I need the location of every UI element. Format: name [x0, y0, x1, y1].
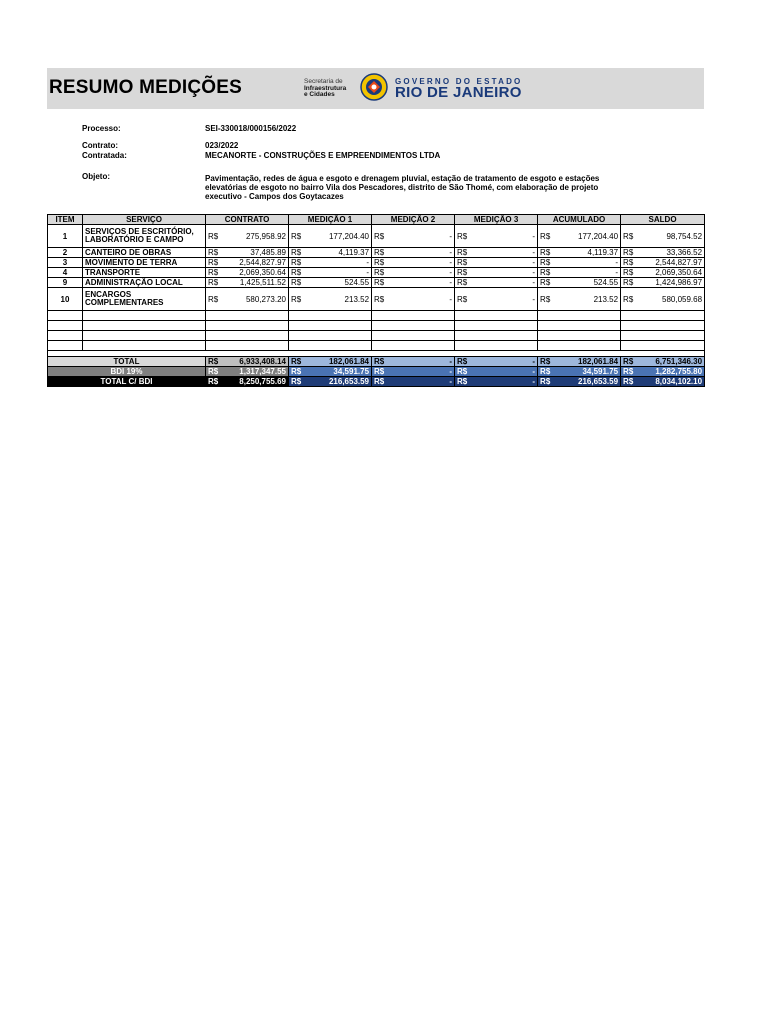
empty-cell [621, 341, 705, 351]
currency-cell: R$ [455, 278, 469, 288]
servico-cell: MOVIMENTO DE TERRA [83, 258, 206, 268]
total-med3-cell: - [469, 357, 538, 367]
empty-row [48, 311, 705, 321]
currency-cell: R$ [455, 248, 469, 258]
empty-cell [48, 331, 83, 341]
contratada-value: MECANORTE - CONSTRUÇÕES E EMPREENDIMENTOS LTDA [205, 151, 441, 160]
empty-cell [83, 321, 206, 331]
currency-cell: R$ [206, 278, 220, 288]
contrato-cell: 2,069,350.64 [220, 268, 289, 278]
empty-cell [48, 321, 83, 331]
header-medicao-1: MEDIÇÃO 1 [289, 215, 372, 225]
bdi-label: BDI 19% [48, 367, 206, 377]
empty-cell [538, 311, 621, 321]
acumulado-cell: - [552, 268, 621, 278]
currency-cell: R$ [621, 288, 635, 311]
currency-cell: R$ [621, 377, 635, 387]
med1-cell: - [303, 258, 372, 268]
med1-cell: 524.55 [303, 278, 372, 288]
contrato-value: 023/2022 [205, 141, 239, 150]
med3-cell: - [469, 268, 538, 278]
item-cell: 10 [48, 288, 83, 311]
currency-cell: R$ [289, 357, 303, 367]
currency-cell: R$ [372, 278, 386, 288]
header-medicao-3: MEDIÇÃO 3 [455, 215, 538, 225]
med1-cell: 4,119.37 [303, 248, 372, 258]
logo-rio-de-janeiro-text: RIO DE JANEIRO [395, 84, 522, 101]
servico-cell: CANTEIRO DE OBRAS [83, 248, 206, 258]
header-acumulado: ACUMULADO [538, 215, 621, 225]
empty-cell [372, 331, 455, 341]
med3-cell: - [469, 248, 538, 258]
currency-cell: R$ [372, 377, 386, 387]
table-row [48, 278, 705, 288]
currency-cell: R$ [455, 357, 469, 367]
empty-cell [206, 311, 289, 321]
header-medicao-2: MEDIÇÃO 2 [372, 215, 455, 225]
currency-cell: R$ [621, 225, 635, 248]
contratada-label: Contratada: [82, 151, 127, 160]
currency-cell: R$ [538, 278, 552, 288]
currency-cell: R$ [206, 258, 220, 268]
item-cell: 4 [48, 268, 83, 278]
currency-cell: R$ [538, 258, 552, 268]
acumulado-cell: 524.55 [552, 278, 621, 288]
currency-cell: R$ [455, 367, 469, 377]
currency-cell: R$ [621, 278, 635, 288]
page-title: RESUMO MEDIÇÕES [49, 77, 243, 98]
logo-governo-text: GOVERNO DO ESTADO [395, 77, 523, 86]
currency-cell: R$ [289, 377, 303, 387]
table-row [48, 248, 705, 258]
empty-cell [621, 331, 705, 341]
currency-cell: R$ [372, 248, 386, 258]
bdi-med1-cell: 34,591.75 [303, 367, 372, 377]
saldo-cell: 2,069,350.64 [635, 268, 705, 278]
table-row [48, 258, 705, 268]
currency-cell: R$ [289, 268, 303, 278]
med2-cell: - [386, 278, 455, 288]
item-cell: 9 [48, 278, 83, 288]
empty-cell [538, 331, 621, 341]
saldo-cell: 2,544,827.97 [635, 258, 705, 268]
currency-cell: R$ [289, 288, 303, 311]
total-contrato-cell: 6,933,408.14 [220, 357, 289, 367]
currency-cell: R$ [289, 278, 303, 288]
empty-cell [455, 331, 538, 341]
total-med2-cell: - [386, 357, 455, 367]
header-item: ITEM [48, 215, 83, 225]
med1-cell: 213.52 [303, 288, 372, 311]
med2-cell: - [386, 268, 455, 278]
currency-cell: R$ [372, 225, 386, 248]
currency-cell: R$ [538, 357, 552, 367]
empty-cell [621, 321, 705, 331]
empty-cell [48, 341, 83, 351]
item-cell: 2 [48, 248, 83, 258]
empty-cell [538, 341, 621, 351]
state-seal-icon [359, 72, 389, 102]
med2-cell: - [386, 225, 455, 248]
med3-cell: - [469, 225, 538, 248]
med1-cell: 177,204.40 [303, 225, 372, 248]
servico-cell: ADMINISTRAÇÃO LOCAL [83, 278, 206, 288]
contrato-label: Contrato: [82, 141, 118, 150]
servico-cell: SERVIÇOS DE ESCRITÓRIO, LABORATÓRIO E CAMPO [83, 225, 206, 248]
med3-cell: - [469, 278, 538, 288]
currency-cell: R$ [289, 225, 303, 248]
currency-cell: R$ [289, 248, 303, 258]
total-bdi-med3-cell: - [469, 377, 538, 387]
currency-cell: R$ [538, 268, 552, 278]
currency-cell: R$ [206, 357, 220, 367]
currency-cell: R$ [621, 258, 635, 268]
servico-cell: TRANSPORTE [83, 268, 206, 278]
med2-cell: - [386, 258, 455, 268]
acumulado-cell: - [552, 258, 621, 268]
total-bdi-med2-cell: - [386, 377, 455, 387]
header-contrato: CONTRATO [206, 215, 289, 225]
total-label: TOTAL [48, 357, 206, 367]
currency-cell: R$ [372, 357, 386, 367]
empty-cell [83, 331, 206, 341]
total-med1-cell: 182,061.84 [303, 357, 372, 367]
currency-cell: R$ [289, 367, 303, 377]
table-row [48, 268, 705, 278]
med1-cell: - [303, 268, 372, 278]
empty-cell [372, 321, 455, 331]
contrato-cell: 1,425,511.52 [220, 278, 289, 288]
med3-cell: - [469, 258, 538, 268]
currency-cell: R$ [538, 377, 552, 387]
empty-cell [372, 311, 455, 321]
currency-cell: R$ [538, 367, 552, 377]
empty-cell [538, 321, 621, 331]
med2-cell: - [386, 248, 455, 258]
currency-cell: R$ [455, 377, 469, 387]
empty-cell [289, 341, 372, 351]
bdi-med2-cell: - [386, 367, 455, 377]
total-bdi-contrato-cell: 8,250,755.69 [220, 377, 289, 387]
empty-cell [206, 331, 289, 341]
currency-cell: R$ [289, 258, 303, 268]
currency-cell: R$ [455, 288, 469, 311]
medicoes-table [47, 214, 705, 387]
currency-cell: R$ [206, 268, 220, 278]
currency-cell: R$ [455, 258, 469, 268]
item-cell: 1 [48, 225, 83, 248]
bdi-contrato-cell: 1,317,347.55 [220, 367, 289, 377]
bdi-row [48, 367, 705, 377]
empty-row [48, 321, 705, 331]
servico-cell: ENCARGOS COMPLEMENTARES [83, 288, 206, 311]
acumulado-cell: 213.52 [552, 288, 621, 311]
empty-cell [372, 341, 455, 351]
currency-cell: R$ [206, 377, 220, 387]
empty-cell [289, 311, 372, 321]
empty-cell [289, 321, 372, 331]
med2-cell: - [386, 288, 455, 311]
secretaria-logo-text: Secretaria de Infraestrutura e Cidades [304, 78, 347, 98]
total-bdi-saldo-cell: 8,034,102.10 [635, 377, 705, 387]
saldo-cell: 98,754.52 [635, 225, 705, 248]
currency-cell: R$ [621, 367, 635, 377]
total-bdi-med1-cell: 216,653.59 [303, 377, 372, 387]
currency-cell: R$ [621, 248, 635, 258]
currency-cell: R$ [455, 268, 469, 278]
processo-value: SEI-330018/000156/2022 [205, 124, 297, 133]
currency-cell: R$ [372, 268, 386, 278]
empty-cell [48, 311, 83, 321]
header-saldo: SALDO [621, 215, 705, 225]
empty-cell [206, 341, 289, 351]
currency-cell: R$ [538, 248, 552, 258]
currency-cell: R$ [455, 225, 469, 248]
empty-cell [455, 341, 538, 351]
currency-cell: R$ [372, 288, 386, 311]
empty-cell [621, 311, 705, 321]
bdi-acumulado-cell: 34,591.75 [552, 367, 621, 377]
total-bdi-acumulado-cell: 216,653.59 [552, 377, 621, 387]
table-row [48, 288, 705, 311]
currency-cell: R$ [621, 357, 635, 367]
total-bdi-row [48, 377, 705, 387]
objeto-value: Pavimentação, redes de água e esgoto e drenagem pluvial, estação de tratamento de esgoto e estações elevatórias de esgoto no bairro Vila dos Pescadores, distrito de São Thomé, com elaboração de projeto executivo - Campos dos Goytacazes [205, 174, 600, 201]
saldo-cell: 33,366.52 [635, 248, 705, 258]
empty-cell [206, 321, 289, 331]
processo-label: Processo: [82, 124, 121, 133]
objeto-label: Objeto: [82, 172, 110, 181]
currency-cell: R$ [621, 268, 635, 278]
contrato-cell: 2,544,827.97 [220, 258, 289, 268]
empty-cell [83, 311, 206, 321]
saldo-cell: 1,424,986.97 [635, 278, 705, 288]
table-header-row [48, 215, 705, 225]
empty-cell [289, 331, 372, 341]
acumulado-cell: 4,119.37 [552, 248, 621, 258]
currency-cell: R$ [206, 288, 220, 311]
table-row [48, 225, 705, 248]
currency-cell: R$ [206, 367, 220, 377]
total-bdi-label: TOTAL C/ BDI [48, 377, 206, 387]
contrato-cell: 580,273.20 [220, 288, 289, 311]
contrato-cell: 37,485.89 [220, 248, 289, 258]
currency-cell: R$ [538, 225, 552, 248]
total-saldo-cell: 6,751,346.30 [635, 357, 705, 367]
saldo-cell: 580,059.68 [635, 288, 705, 311]
acumulado-cell: 177,204.40 [552, 225, 621, 248]
currency-cell: R$ [206, 248, 220, 258]
header-servico: SERVIÇO [83, 215, 206, 225]
currency-cell: R$ [206, 225, 220, 248]
empty-row [48, 341, 705, 351]
empty-cell [455, 311, 538, 321]
currency-cell: R$ [538, 288, 552, 311]
bdi-med3-cell: - [469, 367, 538, 377]
total-acumulado-cell: 182,061.84 [552, 357, 621, 367]
bdi-saldo-cell: 1,282,755.80 [635, 367, 705, 377]
header-band [47, 68, 704, 109]
currency-cell: R$ [372, 367, 386, 377]
med3-cell: - [469, 288, 538, 311]
empty-row [48, 331, 705, 341]
empty-cell [455, 321, 538, 331]
contrato-cell: 275,958.92 [220, 225, 289, 248]
empty-cell [83, 341, 206, 351]
total-row [48, 357, 705, 367]
currency-cell: R$ [372, 258, 386, 268]
item-cell: 3 [48, 258, 83, 268]
